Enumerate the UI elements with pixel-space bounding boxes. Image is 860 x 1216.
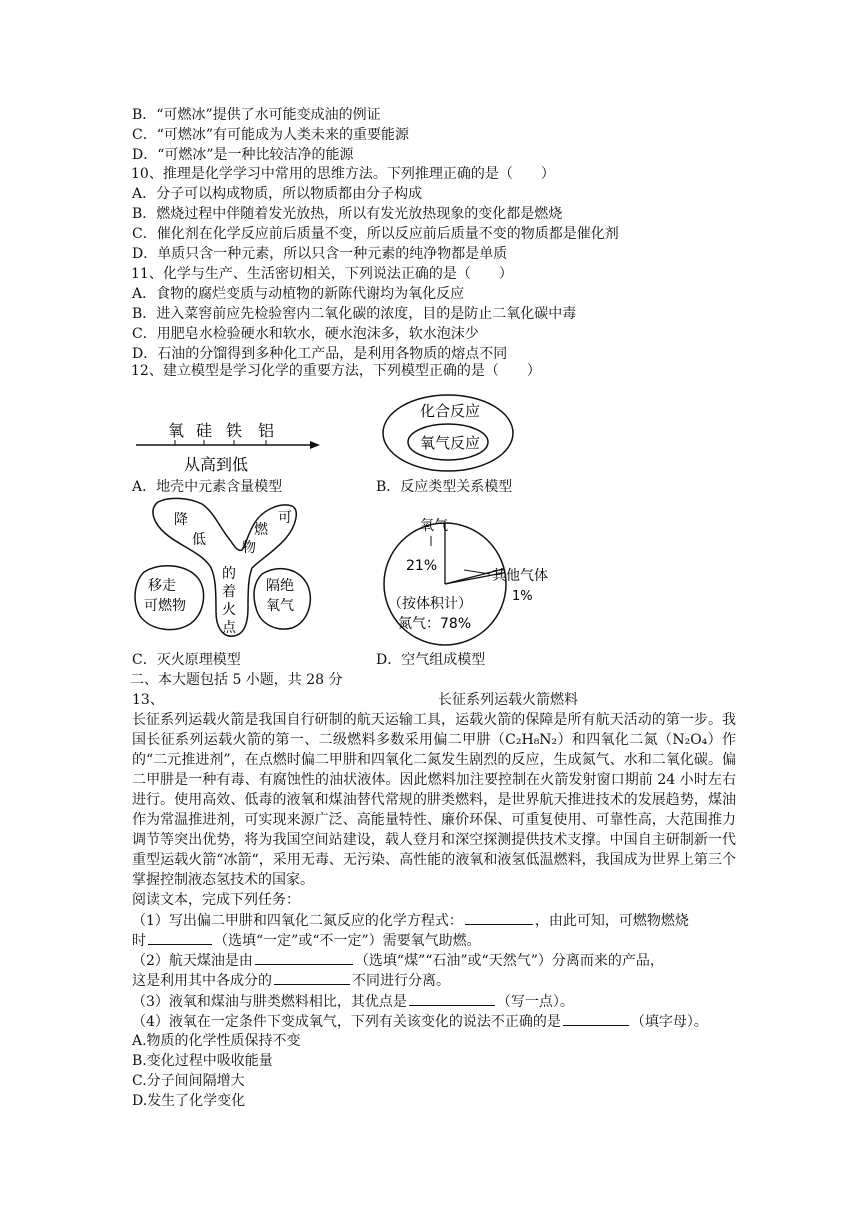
sub2-text-c: 这是利用其中各成分的 bbox=[132, 973, 272, 989]
sub3-text-b: （写一点）。 bbox=[496, 994, 574, 1010]
q13-option-b: B.变化过程中吸收能量 bbox=[132, 1053, 273, 1069]
label-isolate: 隔绝 bbox=[266, 578, 294, 594]
q10-stem: 10、推理是化学学习中常用的思维方法。下列推理正确的是（ ） bbox=[131, 166, 555, 182]
q13-sub2-line1 bbox=[132, 950, 664, 970]
sub4-text-b: （填字母）。 bbox=[630, 1014, 708, 1030]
other-label: 其他气体 bbox=[492, 568, 548, 584]
q13-option-c: C.分子间间隔增大 bbox=[132, 1073, 245, 1089]
air-composition-pie bbox=[374, 514, 594, 646]
sub3-text-a: （3）液氧和煤油与肼类燃料相比，其优点是 bbox=[132, 994, 407, 1010]
answer-blank[interactable] bbox=[563, 1011, 629, 1026]
q11-option-b: B．进入菜窖前应先检验窖内二氧化碳的浓度，目的是防止二氧化碳中毒 bbox=[132, 306, 577, 322]
sub1-text-c: 时 bbox=[132, 933, 146, 949]
q9-option-c: C．“可燃冰”有可能成为人类未来的重要能源 bbox=[132, 127, 410, 143]
other-pointer bbox=[464, 570, 490, 574]
q13-task: 阅读文本，完成下列任务： bbox=[132, 892, 300, 908]
label-huo: 火 bbox=[222, 602, 236, 618]
label-ran: 燃 bbox=[254, 522, 268, 538]
q13-sub2-line2 bbox=[132, 970, 450, 990]
crust-element-figure bbox=[134, 414, 324, 478]
answer-blank[interactable] bbox=[409, 991, 495, 1006]
q13-sub4 bbox=[132, 1011, 708, 1031]
section-heading: 二、本大题包括 5 小题，共 28 分 bbox=[130, 672, 343, 688]
sub1-text-b: ，由此可知，可燃物燃烧 bbox=[534, 913, 689, 929]
sub2-text-a: （2）航天煤油是由 bbox=[132, 953, 253, 969]
q13-sub1-line1 bbox=[132, 910, 689, 930]
q12-stem: 12、建立模型是学习化学的重要方法，下列模型正确的是（ ） bbox=[131, 363, 541, 379]
element-label: 氧 bbox=[168, 421, 185, 440]
q11-option-a: A．食物的腐烂变质与动植物的新陈代谢均为氧化反应 bbox=[132, 286, 465, 302]
q11-option-d: D．石油的分馏得到多种化工产品，是利用各物质的熔点不同 bbox=[132, 346, 508, 362]
label-wu: 物 bbox=[242, 540, 256, 556]
q13-passage: 长征系列运载火箭是我国自行研制的航天运输工具，运载火箭的保障是所有航天活动的第一步。我国长征系列运载火箭的第一、二级燃料多数采用偏二甲肼（C₂H₈N₂）和四氧化二氮（N₂O₄）作的“二元推进剂”，在点燃时偏二甲肼和四氧化二氮发生剧烈的反应，生成氮气、水和二氧化碳。偏二甲肼是一种有毒、有腐蚀性的油状液体。因此燃料加注要控制在火箭发射窗口期前 24 小时左右进行。使用高效、低毒的液氧和煤油替代常规的肼类燃料，是世界航天推进技术的发展趋势，煤油作为常温推进剂，可实现来源广泛、高能量特性、廉价环保、可重复使用、可靠性高，大范围推力调节等突出优势，将为我国空间站建设，载人登月和深空探测提供技术支撑。中国自主研制新一代重型运载火箭“冰箭“，采用无毒、无污染、高性能的液氧和液氢低温燃料，我国成为世界上第三个掌握控制液态氢技术的国家。 bbox=[132, 712, 736, 888]
q10-option-c: C．催化剂在化学反应前后质量不变，所以反应前后质量不变的物质都是催化剂 bbox=[132, 226, 619, 242]
sub2-text-d: 不同进行分离。 bbox=[352, 973, 450, 989]
sub4-text-a: （4）液氧在一定条件下变成氧气，下列有关该变化的说法不正确的是 bbox=[132, 1014, 561, 1030]
sub1-text-d: （选填“一定”或“不一定”）需要氧气助燃。 bbox=[214, 933, 481, 949]
fig-d-caption: D．空气组成模型 bbox=[376, 652, 486, 668]
reaction-type-figure bbox=[380, 392, 516, 476]
label-de: 的 bbox=[222, 566, 236, 582]
element-label: 硅 bbox=[196, 421, 213, 440]
volume-note: （按体积计） bbox=[388, 596, 472, 612]
label-ke: 可 bbox=[278, 510, 292, 526]
fig-b-caption: B．反应类型关系模型 bbox=[376, 479, 513, 495]
q13-option-d: D.发生了化学变化 bbox=[132, 1093, 246, 1109]
q13-option-a: A.物质的化学性质保持不变 bbox=[132, 1033, 301, 1049]
answer-blank[interactable] bbox=[465, 910, 533, 925]
q11-stem: 11、化学与生产、生活密切相关，下列说法正确的是（ ） bbox=[131, 266, 513, 282]
q9-option-b: B．“可燃冰”提供了水可能变成油的例证 bbox=[132, 107, 381, 123]
sub2-text-b: （选填“煤”“石油”或“天然气”）分离而来的产品， bbox=[354, 953, 664, 969]
arrow-head-icon bbox=[310, 441, 320, 449]
arrow-label: 从高到低 bbox=[184, 455, 249, 474]
element-label: 铝 bbox=[258, 421, 275, 440]
q10-option-b: B．燃烧过程中伴随着发光放热，所以有发光放热现象的变化都是燃烧 bbox=[132, 206, 563, 222]
label-fuel: 可燃物 bbox=[144, 598, 186, 614]
q9-option-d: D．“可燃冰”是一种比较洁净的能源 bbox=[132, 147, 354, 163]
fire-principle-figure bbox=[130, 494, 330, 644]
label-jiang: 降 bbox=[174, 512, 188, 528]
nitrogen-label: 氮气：78% bbox=[398, 616, 472, 632]
q10-option-d: D．单质只含一种元素，所以只含一种元素的纯净物都是单质 bbox=[132, 246, 508, 262]
label-oxygen: 氧气 bbox=[266, 598, 294, 614]
fig-a-caption: A．地壳中元素含量模型 bbox=[132, 479, 283, 495]
label-zhao: 着 bbox=[222, 584, 236, 600]
element-label: 铁 bbox=[226, 421, 243, 440]
outer-label: 化合反应 bbox=[420, 402, 481, 420]
q13-number: 13、 bbox=[132, 692, 164, 708]
label-di: 低 bbox=[192, 532, 206, 548]
label-move: 移走 bbox=[148, 578, 176, 594]
sub1-text-a: （1）写出偏二甲肼和四氧化二氮反应的化学方程式： bbox=[132, 913, 463, 929]
fig-c-caption: C．灭火原理模型 bbox=[132, 652, 241, 668]
q11-option-c: C．用肥皂水检验硬水和软水，硬水泡沫多，软水泡沫少 bbox=[132, 326, 479, 342]
label-dian: 点 bbox=[222, 620, 236, 636]
answer-blank[interactable] bbox=[148, 930, 212, 945]
q13-sub3 bbox=[132, 991, 574, 1011]
q13-sub1-line2 bbox=[132, 930, 481, 950]
inner-label: 氧气反应 bbox=[420, 434, 481, 452]
q13-title: 长征系列运载火箭燃料 bbox=[438, 692, 578, 708]
other-pct: 1% bbox=[512, 589, 533, 604]
oxygen-pct: 21% bbox=[406, 558, 438, 574]
answer-blank[interactable] bbox=[274, 970, 350, 985]
answer-blank[interactable] bbox=[255, 950, 353, 965]
oxygen-label: 氧气 bbox=[420, 518, 448, 534]
q10-option-a: A．分子可以构成物质，所以物质都由分子构成 bbox=[132, 186, 423, 202]
